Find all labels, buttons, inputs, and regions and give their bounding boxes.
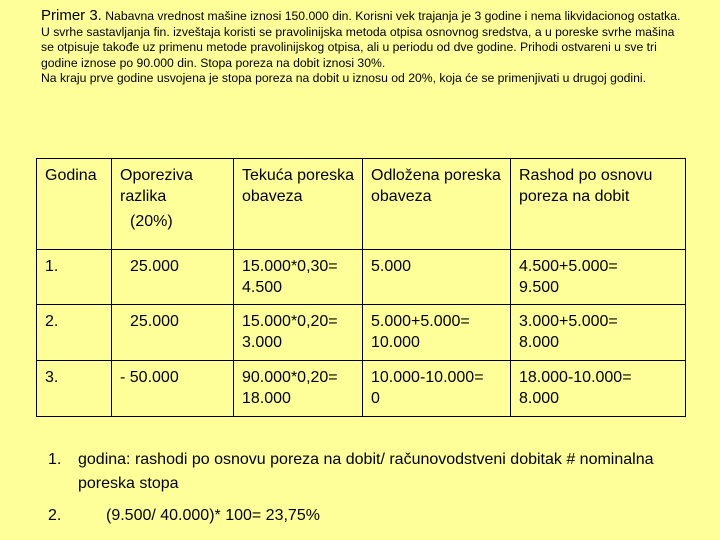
note-item bbox=[48, 504, 698, 528]
header-godina: Godina bbox=[37, 159, 112, 250]
cell-tekuca bbox=[234, 250, 363, 305]
cell-oporeziva bbox=[112, 250, 234, 305]
cell-rashod bbox=[511, 361, 686, 417]
cell-rashod bbox=[511, 305, 686, 361]
cell-tekuca bbox=[234, 305, 363, 361]
notes-list bbox=[48, 448, 698, 528]
cell-tekuca-result: 18.000 bbox=[242, 390, 291, 407]
cell-tekuca-result: 4.500 bbox=[242, 279, 283, 296]
cell-oporeziva bbox=[112, 361, 234, 417]
cell-oporeziva-value: - 50.000 bbox=[120, 369, 179, 386]
problem-statement bbox=[41, 8, 681, 87]
cell-godina: 1. bbox=[37, 250, 112, 305]
header-rashod: Rashod po osnovu poreza na dobit bbox=[511, 159, 686, 250]
note-number: 1. bbox=[48, 451, 62, 468]
cell-godina: 2. bbox=[37, 305, 112, 361]
cell-rashod-formula: 3.000+5.000= bbox=[519, 313, 618, 330]
cell-rashod-formula: 4.500+5.000= bbox=[519, 258, 618, 275]
cell-tekuca-formula: 15.000*0,30= bbox=[242, 258, 338, 275]
header-oporeziva-label: Oporeziva razlika bbox=[120, 167, 193, 205]
table-row bbox=[37, 361, 686, 417]
header-oporeziva-pct: (20%) bbox=[130, 213, 173, 230]
cell-odlozena-formula: 10.000-10.000= bbox=[371, 369, 484, 386]
cell-rashod bbox=[511, 250, 686, 305]
table-row bbox=[37, 305, 686, 361]
cell-godina: 3. bbox=[37, 361, 112, 417]
cell-rashod-result: 8.000 bbox=[519, 390, 560, 407]
cell-tekuca-formula: 15.000*0,20= bbox=[242, 313, 338, 330]
cell-odlozena-result: 0 bbox=[371, 390, 380, 407]
cell-tekuca bbox=[234, 361, 363, 417]
cell-tekuca-result: 3.000 bbox=[242, 334, 283, 351]
intro-text-1: Nabavna vrednost mašine iznosi 150.000 din. Korisni vek trajanja je 3 godine i nema likvidacionog ostatka. U svrhe sastavljanja fin. izveštaja koristi se pravolinijska metoda otpisa osnovnog sredstva, a u poreske svrhe mašina se otpisuje takođe uz primenu metode pravolinijskog otpisa, ali u periodu od dve godine. Prihodi ostvareni u sve tri godine iznose po 90.000 din. Stopa poreza na dobit iznosi 30%. bbox=[41, 9, 681, 70]
cell-oporeziva-value: 25.000 bbox=[130, 313, 179, 330]
header-oporeziva bbox=[112, 159, 234, 250]
cell-rashod-result: 8.000 bbox=[519, 334, 560, 351]
cell-odlozena bbox=[363, 361, 511, 417]
note-text: godina: rashodi po osnovu poreza na dobit/ računovodstveni dobitak # nominalna poreska stopa bbox=[78, 451, 654, 492]
cell-tekuca-formula: 90.000*0,20= bbox=[242, 369, 338, 386]
note-number: 2. bbox=[48, 507, 62, 524]
tax-table bbox=[36, 158, 686, 417]
cell-oporeziva-value: 25.000 bbox=[130, 258, 179, 275]
cell-odlozena bbox=[363, 305, 511, 361]
cell-rashod-result: 9.500 bbox=[519, 279, 560, 296]
table-row bbox=[37, 250, 686, 305]
cell-oporeziva bbox=[112, 305, 234, 361]
header-odlozena: Odložena poreska obaveza bbox=[363, 159, 511, 250]
cell-odlozena-result: 10.000 bbox=[371, 334, 420, 351]
header-tekuca: Tekuća poreska obaveza bbox=[234, 159, 363, 250]
cell-rashod-formula: 18.000-10.000= bbox=[519, 369, 632, 386]
example-title: Primer 3. bbox=[41, 7, 102, 24]
table-header-row bbox=[37, 159, 686, 250]
note-text: (9.500/ 40.000)* 100= 23,75% bbox=[106, 507, 320, 524]
cell-odlozena bbox=[363, 250, 511, 305]
intro-paragraph-1 bbox=[41, 8, 681, 71]
cell-odlozena-formula: 5.000+5.000= bbox=[371, 313, 470, 330]
intro-paragraph-2: Na kraju prve godine usvojena je stopa poreza na dobit u iznosu od 20%, koja će se primenjivati u drugoj godini. bbox=[41, 71, 647, 86]
note-item bbox=[48, 448, 698, 496]
cell-odlozena-formula: 5.000 bbox=[371, 258, 412, 275]
